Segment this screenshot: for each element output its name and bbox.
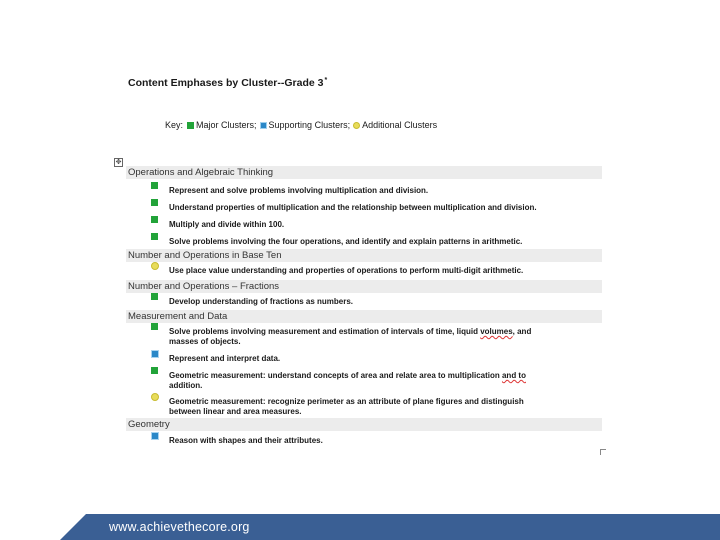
key-major bbox=[187, 120, 257, 130]
document-title bbox=[128, 77, 327, 89]
cluster-text-part: addition. bbox=[169, 381, 203, 390]
supporting-cluster-icon bbox=[151, 350, 159, 358]
cluster-text-part: Geometric measurement: recognize perimeter as an attribute of plane figures and distinguish bbox=[169, 397, 524, 406]
key-additional-label: Additional Clusters bbox=[362, 120, 438, 130]
domain-operations-algebraic-thinking: Operations and Algebraic Thinking bbox=[126, 166, 602, 179]
cluster-text: Multiply and divide within 100. bbox=[169, 220, 285, 229]
key-supporting-label: Supporting Clusters; bbox=[268, 120, 351, 130]
additional-cluster-icon bbox=[151, 393, 159, 401]
major-cluster-icon bbox=[187, 122, 194, 129]
domain-measurement-data: Measurement and Data bbox=[126, 310, 602, 323]
footer-banner-shape bbox=[0, 514, 720, 540]
legend-key bbox=[165, 120, 440, 130]
key-major-label: Major Clusters; bbox=[196, 120, 257, 130]
cluster-text: Develop understanding of fractions as numbers. bbox=[169, 297, 354, 306]
major-cluster-icon bbox=[151, 293, 158, 300]
major-cluster-icon bbox=[151, 216, 158, 223]
footer-bar bbox=[0, 514, 720, 540]
table-corner-marker bbox=[600, 449, 606, 455]
cluster-text: Understand properties of multiplication and the relationship between multiplication and division. bbox=[169, 203, 537, 212]
cluster-text bbox=[169, 371, 569, 391]
major-cluster-icon bbox=[151, 323, 158, 330]
cluster-text: Represent and solve problems involving multiplication and division. bbox=[169, 186, 429, 195]
additional-cluster-icon bbox=[353, 122, 360, 129]
cluster-text: Solve problems involving the four operations, and identify and explain patterns in arithmetic. bbox=[169, 237, 523, 246]
title-asterisk: * bbox=[324, 77, 328, 84]
cluster-text: Use place value understanding and properties of operations to perform multi-digit arithmetic. bbox=[169, 266, 524, 275]
key-label: Key: bbox=[165, 120, 184, 130]
cluster-text: Reason with shapes and their attributes. bbox=[169, 436, 323, 445]
major-cluster-icon bbox=[151, 199, 158, 206]
cluster-text-part: masses of objects. bbox=[169, 337, 241, 346]
cluster-text bbox=[169, 397, 569, 417]
cluster-text: Represent and interpret data. bbox=[169, 354, 281, 363]
cluster-text-part: , and bbox=[512, 327, 532, 336]
title-text: Content Emphases by Cluster--Grade 3 bbox=[128, 77, 324, 89]
major-cluster-icon bbox=[151, 182, 158, 189]
cluster-text-part: Solve problems involving measurement and estimation of intervals of time, liquid bbox=[169, 327, 481, 336]
spellcheck-flagged-word: volumes bbox=[480, 327, 513, 336]
major-cluster-icon bbox=[151, 233, 158, 240]
major-cluster-icon bbox=[151, 367, 158, 374]
domain-number-operations-fractions: Number and Operations – Fractions bbox=[126, 280, 602, 293]
cluster-text-part: between linear and area measures. bbox=[169, 407, 302, 416]
cluster-text bbox=[169, 327, 569, 347]
additional-cluster-icon bbox=[151, 262, 159, 270]
footer-url-link[interactable]: www.achievethecore.org bbox=[109, 520, 250, 534]
supporting-cluster-icon bbox=[151, 432, 159, 440]
domain-number-operations-base-ten: Number and Operations in Base Ten bbox=[126, 249, 602, 262]
supporting-cluster-icon bbox=[260, 122, 267, 129]
key-supporting bbox=[260, 120, 351, 130]
key-additional bbox=[353, 120, 437, 130]
spellcheck-flagged-word: and to bbox=[501, 371, 526, 380]
table-move-handle-icon[interactable]: ✥ bbox=[115, 159, 122, 166]
domain-geometry: Geometry bbox=[126, 418, 602, 431]
cluster-text-part: Geometric measurement: understand concepts of area and relate area to multiplication bbox=[169, 371, 502, 380]
